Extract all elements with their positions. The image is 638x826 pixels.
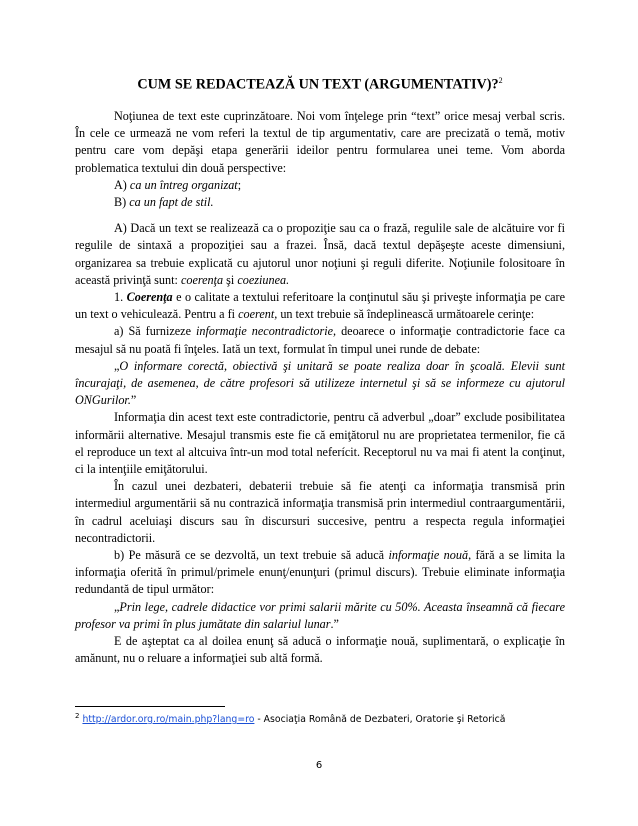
title-text: CUM SE REDACTEAZĂ UN TEXT (ARGUMENTATIV)? <box>137 76 499 93</box>
paragraph-text: , fără a se limita la informaţia oferită în primul/primele enunţ/enunţuri (primul discurs). Trebuie eliminate informaţia redundantă de tipul următor: <box>75 548 566 597</box>
footnote-text: - Asociaţia Română de Dezbateri, Oratorie şi Retorică <box>254 714 506 726</box>
list-item <box>114 177 565 194</box>
paragraph-text: A) Dacă un text se realizează ca o propoziţie sau ca o frază, regulile sale de alcătuire vor fi regulile de sintaxă a propoziţiei sau a frazei. Însă, dacă textul depăşeşte aceste dimensiuni, organizarea sa trebuie explicată cu ajutorul unor noţiuni şi reguli diferite. Noţiunile folositoare în această privinţă sunt: <box>75 221 565 287</box>
list-marker: B) <box>114 195 130 210</box>
coherence-paragraph <box>75 289 565 323</box>
footnote <box>75 712 595 725</box>
term-coeziunea: coeziunea. <box>237 272 290 287</box>
list-text: ca un fapt de stil. <box>129 195 214 210</box>
debate-paragraph: În cazul unei dezbateri, debaterii trebuie să fie atenţi ca informaţia transmisă prin intermediul argumentării să nu contrazică informaţia transmisă prin intermediul contraargumentării, în cadrul aceluiaşi discurs sau în discursuri succesive, pentru a respecta regula informaţiei necontradictorii. <box>75 479 565 545</box>
intro-paragraph: Noţiunea de text este cuprinzătoare. Noi vom înţelege prin “text” orice mesaj verbal scris. În cele ce urmează ne vom referi la textul de tip argumentativ, care are precizată o temă, motiv pentru care vom depăşi etapa generării ideilor pentru formularea unei teme. Vom aborda problematica textului din două perspective: <box>75 109 565 175</box>
perspectives-list <box>75 177 565 211</box>
quote-mark: „ <box>114 599 120 614</box>
term-informatie-noua: informaţie nouă <box>388 548 469 563</box>
paragraph-text: b) Pe măsură ce se dezvoltă, un text trebuie să aducă <box>114 548 389 563</box>
list-marker: A) <box>114 177 130 192</box>
paragraph-text: a) Să furnizeze <box>114 324 196 339</box>
paragraph-text: şi <box>223 272 238 287</box>
page-title <box>75 76 565 94</box>
paragraph-text: deoarece o informaţie contradictorie face ca mesajul să nu poată fi înţeles. Iată un text, formulat în timpul unei runde de debate: <box>75 324 565 356</box>
quote-mark: „ <box>114 358 120 373</box>
paragraph-text: un text trebuie să îndeplinească următoarele cerinţe: <box>277 307 535 322</box>
list-text: ca un întreg organizat <box>129 177 238 192</box>
section-number: 1. <box>114 290 127 305</box>
list-item <box>114 194 565 211</box>
quote-one <box>75 358 565 410</box>
quote-two <box>75 599 565 633</box>
document-body <box>75 108 565 668</box>
requirement-a-paragraph <box>75 323 565 357</box>
quote-mark: ” <box>130 393 137 408</box>
last-paragraph: E de aşteptat ca al doilea enunţ să aducă o informaţie nouă, suplimentară, o explicaţie în amănunt, nu o reluare a informaţiei sub altă formă. <box>75 634 565 666</box>
term-informatie-necontradictorie: informaţie necontradictorie, <box>196 324 337 339</box>
footnote-ref[interactable]: 2 <box>498 76 503 85</box>
quote-text: Prin lege, cadrele didactice vor primi salarii mărite cu 50%. Aceasta înseamnă că fiecare profesor va primi în plus jumătate din salariul lunar <box>75 599 565 631</box>
quote-text: O informare corectă, obiectivă şi unitară se poate realiza doar în şcoală. Elevii sunt încurajaţi, de asemenea, de către profesori să utilizeze internetul şi să se informeze cu ajutorul ONGurilor. <box>75 358 565 408</box>
quote-mark: .” <box>330 616 339 631</box>
requirement-b-paragraph <box>75 547 565 599</box>
section-a-paragraph <box>75 220 565 289</box>
footnote-divider <box>75 706 225 707</box>
term-coerenta: coerenţa <box>180 272 224 287</box>
footnote-link[interactable]: http://ardor.org.ro/main.php?lang=ro <box>82 714 255 726</box>
page-number: 6 <box>315 760 323 771</box>
term-coerenta-bold: Coerenţa <box>126 290 173 305</box>
paragraph-text: e o calitate a textului referitoare la conţinutul său şi priveşte informaţia pe care un text o vehiculează. Pentru a fi <box>75 290 565 322</box>
term-coerent: coerent, <box>238 307 278 322</box>
footnote-number: 2 <box>75 712 80 720</box>
info-paragraph: Informaţia din acest text este contradictorie, pentru că adverbul „doar” exclude posibilitatea informării alternative. Mesajul transmis este fie că emiţătorul nu are proprietatea termenilor, fie că el reproduce un text al altcuiva într-un mod total neferícit. Receptorul nu va mai fi atent la conţinut, ci la intenţiile emiţătorului. <box>75 410 565 477</box>
list-suffix: ; <box>237 177 242 192</box>
